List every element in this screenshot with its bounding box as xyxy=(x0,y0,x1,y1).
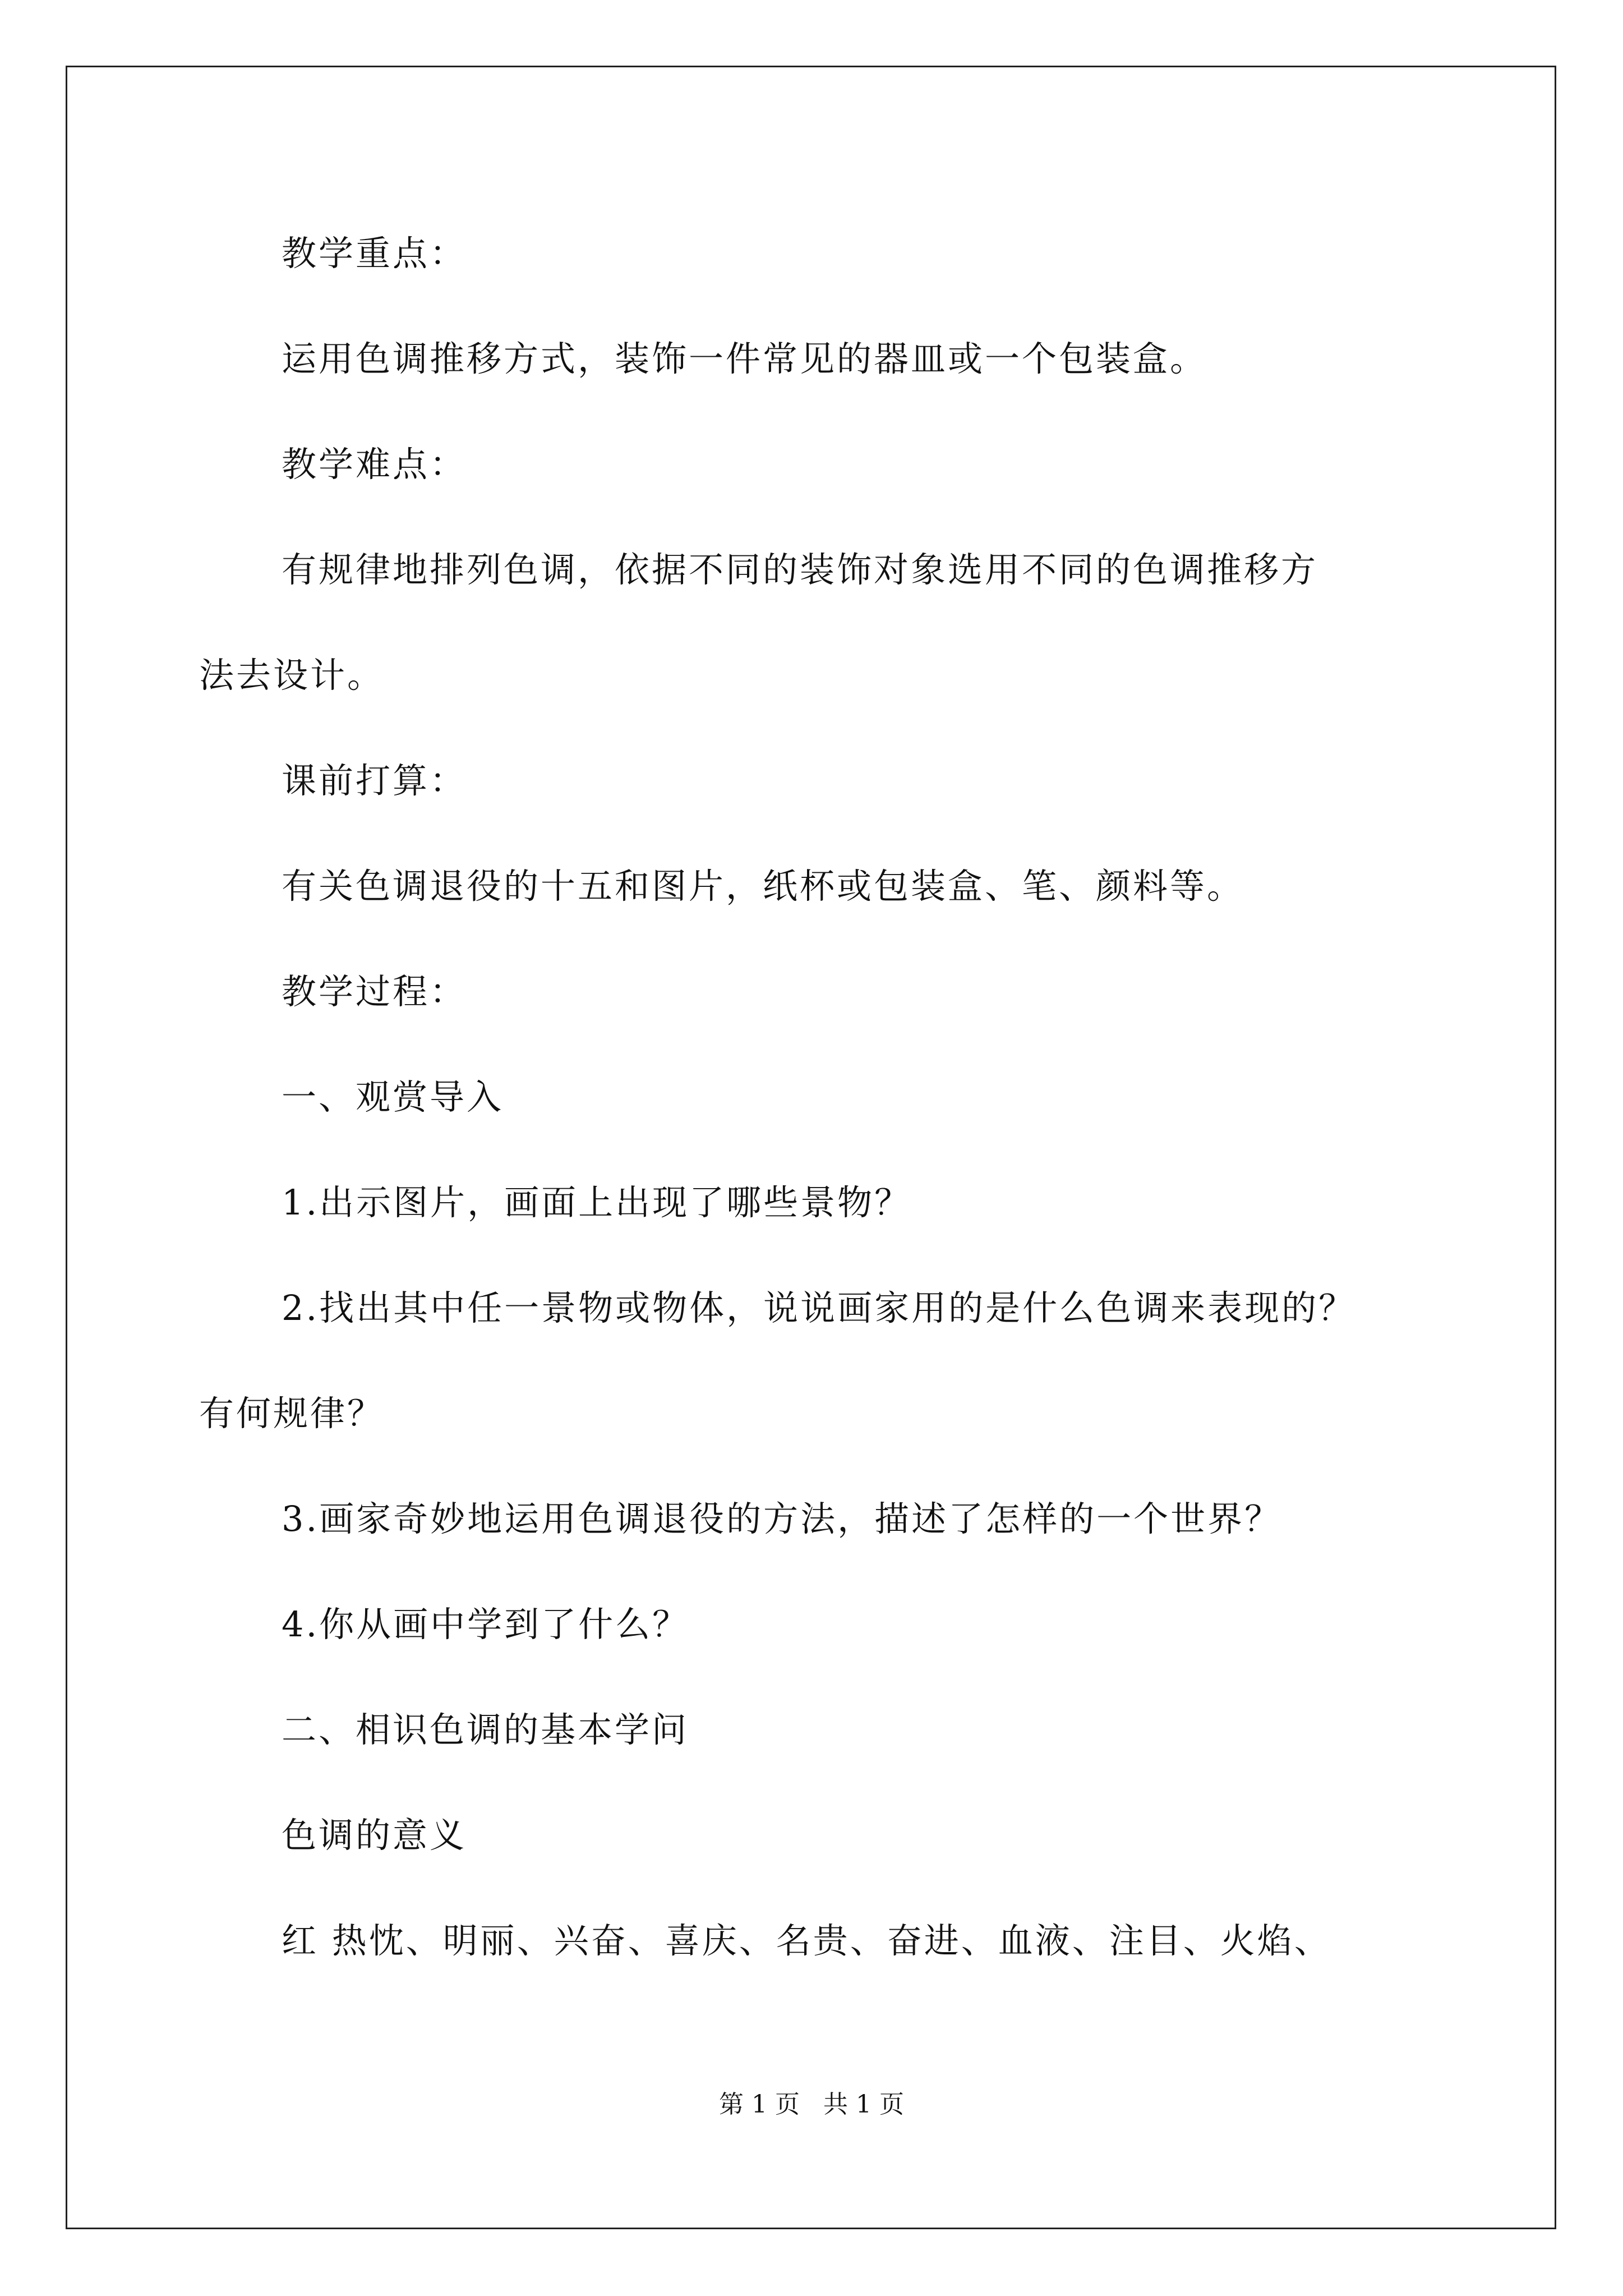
page-border xyxy=(66,66,1556,2229)
paragraph-continuation: 法去设计。 xyxy=(199,655,385,696)
page-number: 第 1 页 xyxy=(719,2090,800,2119)
heading-teaching-difficulty: 教学难点： xyxy=(282,444,467,485)
section-heading: 二、相识色调的基本学问 xyxy=(282,1709,689,1750)
heading-preparation: 课前打算： xyxy=(282,760,467,801)
heading-teaching-focus: 教学重点： xyxy=(282,233,467,274)
paragraph: 红 热忱、明丽、兴奋、喜庆、名贵、奋进、血液、注目、火焰、 xyxy=(282,1920,1331,1961)
list-item: 4.你从画中学到了什么？ xyxy=(282,1604,690,1645)
section-heading: 一、观赏导入 xyxy=(282,1076,504,1117)
page-total: 共 1 页 xyxy=(823,2090,904,2119)
paragraph: 运用色调推移方式，装饰一件常见的器皿或一个包装盒。 xyxy=(282,338,1207,379)
list-item: 1.出示图片，画面上出现了哪些景物？ xyxy=(282,1182,912,1223)
heading-teaching-process: 教学过程： xyxy=(282,971,467,1012)
subheading: 色调的意义 xyxy=(282,1815,467,1856)
page-footer xyxy=(0,2088,1623,2122)
list-item-continuation: 有何规律？ xyxy=(199,1393,385,1434)
paragraph: 有关色调退役的十五和图片，纸杯或包装盒、笔、颜料等。 xyxy=(282,866,1244,907)
list-item: 3.画家奇妙地运用色调退役的方法，描述了怎样的一个世界？ xyxy=(282,1498,1282,1539)
list-item: 2.找出其中任一景物或物体，说说画家用的是什么色调来表现的？ xyxy=(282,1287,1356,1328)
paragraph: 有规律地排列色调，依据不同的装饰对象选用不同的色调推移方 xyxy=(282,549,1318,590)
